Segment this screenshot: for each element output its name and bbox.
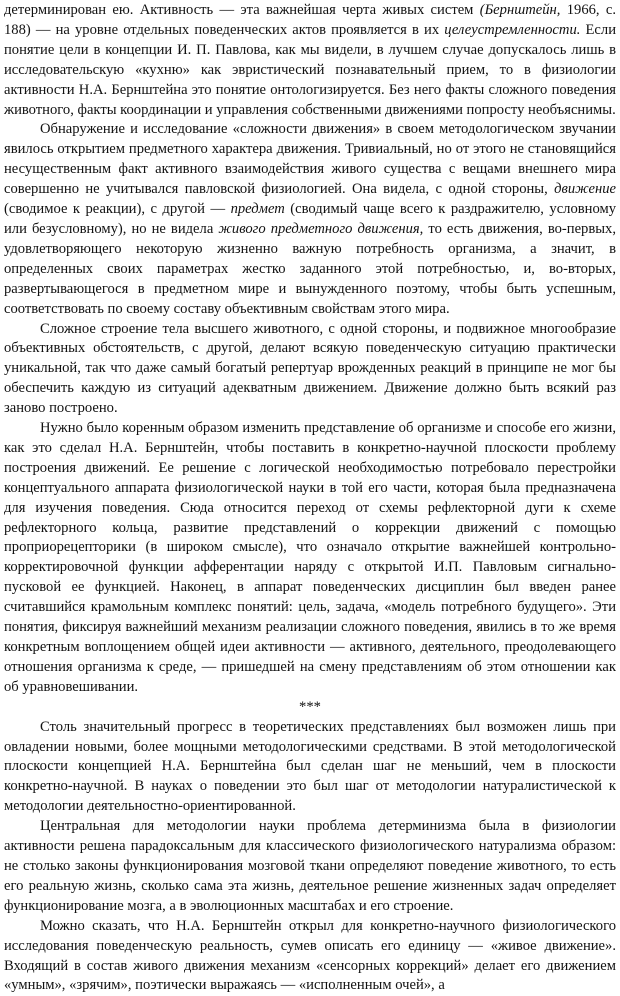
text-run: Сложное строение тела высшего животного, с одной стороны, и подвижное многообразие объективных обстоятельств, с другой, делают всякую поведенческую ситуацию практически уникальной, так что даже самый богатый репертуар врожденных реакций в принципе не мог бы обеспечить каждую из ситуаций адекватным движением. Движение должно быть всякий раз заново построено. xyxy=(4,320,616,417)
paragraph-2 xyxy=(4,320,616,420)
text-run: детерминирован ею. Активность — эта важнейшая черта живых систем xyxy=(4,2,480,18)
italic-term: предмет xyxy=(230,201,285,218)
text-run: то есть движения, во-первых, удовлетворяющего некоторую жизненно важную потребность организма, а значит, в определенных своих параметрах жестко заданного этой потребностью, и, во-вторых, развертывающегося в предметном мире и вынужденного поэтому, чтобы быть успешным, соответствовать по своему составу объективным свойствам этого мира. xyxy=(4,220,616,317)
paragraph-0 xyxy=(4,1,616,120)
italic-term: целеустремленности. xyxy=(444,21,581,38)
italic-citation: (Бернштейн, xyxy=(479,2,561,18)
text-run: (сводимый чаще всего к раздражителю, условному или безусловному), но не видела xyxy=(4,201,617,237)
text-run: Если понятие цели в концепции И. П. Павлова, как мы видели, в лучшем случае допускалось лишь в исследовательскую «кухню» как эвристический познавательный прием, то в физиологии активности Н.А. Бернштейна это понятие онтологизируется. Без него факты сложного поведения животного, факты координации и управления собственными движениями попросту необъяснимы. xyxy=(4,21,616,118)
text-run: (сводимое к реакции), с другой — xyxy=(4,201,231,218)
paragraph-1 xyxy=(4,120,616,319)
paragraph-4 xyxy=(4,718,616,818)
text-run: Нужно было коренным образом изменить представление об организме и способе его жизни, как это сделал Н.А. Бернштейн, чтобы поставить в конкретно-научной плоскости проблему построения движений. Ее решение с логической необходимостью потребовало перестройки концептуального аппарата физиологической науки в той его части, которая была предназначена для изучения поведения. Сюда относится переход от схемы рефлекторной дуги к схеме рефлекторного кольца, развитие представлений о коррекции движений с помощью проприорецепторики (в широком смысле), что означало открытие важнейшей контрольно-корректировочной функции афферентации наряду с открытой И.П. Павловым сигнально-пусковой ее функцией. Наконец, в аппарат поведенческих дисциплин был введен ранее считавшийся крамольным комплекс понятий: цель, задача, «модель потребного будущего». Эти понятия, фиксируя важнейший механизм реализации сложного поведения, явились в то же время конкретным воплощением общей идеи активности — активного, деятельного, преодолевающего отношения организма к среде, — пришедшей на смену представлениям об этом отношении как об уравновешивании. xyxy=(4,420,616,695)
text-run: Можно сказать, что Н.А. Бернштейн открыл для конкретно-научного физиологического исследования поведенческую реальность, сумев описать его единицу — «живое движение». Входящий в состав живого движения механизм «сенсорных коррекций» делает его движением «умным», «зрячим», поэтически выражаясь — «исполненным очей», а xyxy=(4,917,616,994)
italic-term: живого предметного движения, xyxy=(218,220,424,237)
text-run: Столь значительный прогресс в теоретических представлениях был возможен лишь при овладении новыми, более мощными методологическими средствами. В этой методологической плоскости концепцией Н.А. Бернштейна был сделан шаг не меньший, чем в плоскости конкретно-научной. В науках о поведении это был шаг от методологии натуралистической к методологии деятельностно-ориентированной. xyxy=(4,718,616,815)
text-run: 1966, с. 188) — на уровне отдельных поведенческих актов проявляется в их xyxy=(4,2,616,38)
text-run: Центральная для методологии науки проблема детерминизма была в физиологии активности решена парадоксальным для классического физиологического натурализма образом: не столько законы функционирования мозговой ткани определяют поведение животного, то есть его реальную жизнь, сколько сама эта жизнь, деятельное решение жизненных задач определяет функционирование мозга, а в эволюционных масштабах и его строение. xyxy=(4,818,616,914)
italic-term: движение xyxy=(554,181,616,198)
paragraph-6 xyxy=(4,917,616,996)
paragraph-3 xyxy=(4,419,616,698)
section-separator: *** xyxy=(299,698,321,715)
text-run: Обнаружение и исследование «сложности движения» в своем методологическом звучании явилось открытием предметного характера движения. Тривиальный, но от этого не становящийся несущественным факт активного взаимодействия живого существа с вещами внешнего мира совершенно не учитывался павловской физиологией. Она видела, с одной стороны, xyxy=(4,121,616,198)
paragraph-5 xyxy=(4,817,616,917)
